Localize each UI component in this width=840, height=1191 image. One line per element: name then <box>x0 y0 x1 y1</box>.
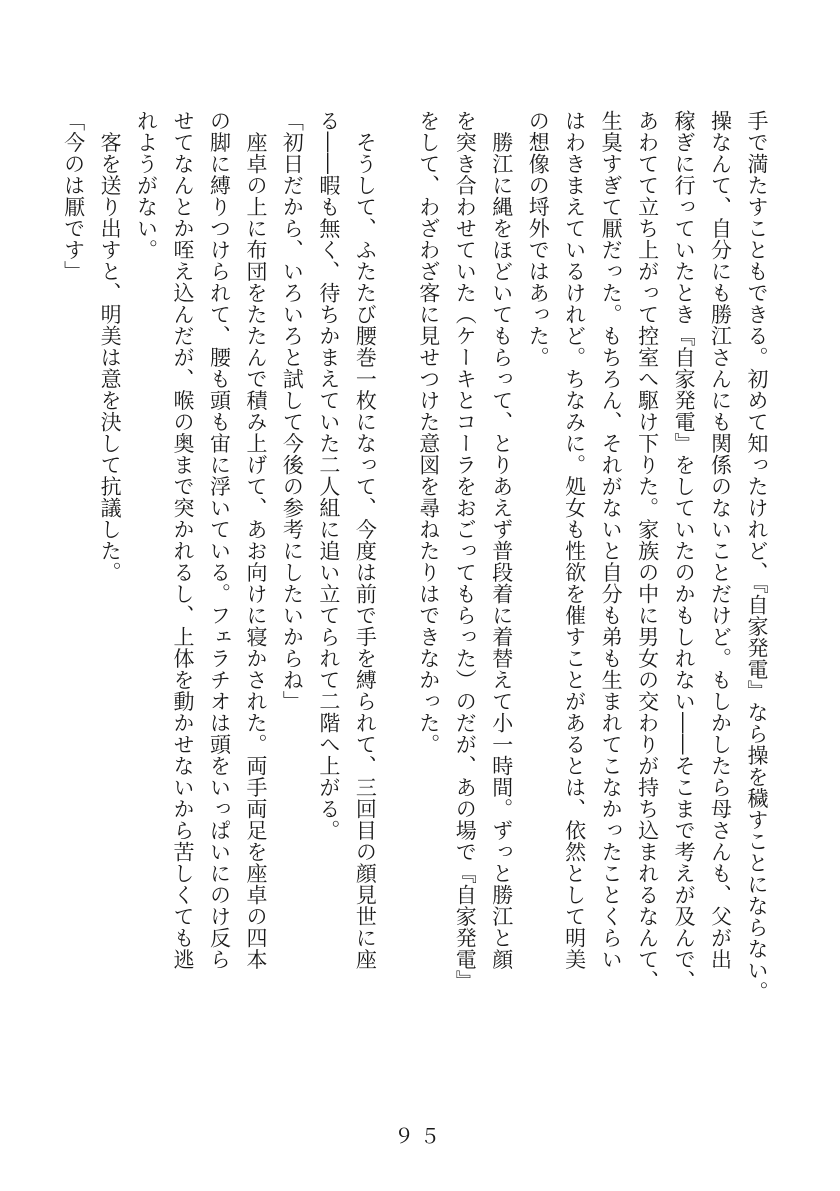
section-break <box>388 110 415 1010</box>
text-column: 勝江に縄をほどいてもらって、とりあえず普段着に着替えて小一時間。ずっと勝江と顔 <box>489 110 514 970</box>
text-column: 客を送り出すと、明美は意を決して抗議した。 <box>98 110 123 583</box>
text-column: そうして、ふたたび腰巻一枚になって、今度は前で手を縛られて、三回目の顔見世に座 <box>353 110 378 970</box>
page-number: ９５ <box>394 1124 446 1148</box>
text-column: 座卓の上に布団をたたんで積み上げて、あお向けに寝かされた。両手両足を座卓の四本 <box>243 110 268 970</box>
text-column: を突き合わせていた（ケーキとコーラをおごってもらった）のだが、あの場で『自家発電』 <box>453 110 478 992</box>
text-column: あわてて立ち上がって控室へ駆け下りた。家族の中に男女の交わりが持ち込まれるなんて、 <box>635 110 660 992</box>
vertical-text-body <box>60 110 780 1010</box>
text-column: せてなんとか咥え込んだが、喉の奥まで突かれるし、上体を動かせないから苦しくても逃 <box>171 110 196 970</box>
text-column: 生臭すぎて厭だった。もちろん、それがないと自分も弟も生まれてこなかったことくらい <box>599 110 624 970</box>
text-column: はわきまえているけれど。ちなみに。処女も性欲を催すことがあるとは、依然として明美 <box>562 110 587 970</box>
text-column: の想像の埒外ではあった。 <box>526 110 551 368</box>
text-column: の脚に縛りつけられて、腰も頭も宙に浮いている。フェラチオは頭をいっぱいにのけ反ら <box>207 110 232 970</box>
text-column: れようがない。 <box>134 110 159 261</box>
text-column: 「初日だから、いろいろと試して今後の参考にしたいからね」 <box>280 110 305 712</box>
text-column: をして、わざわざ客に見せつけた意図を尋ねたりはできなかった。 <box>416 110 441 755</box>
text-column: 手で満たすこともできる。初めて知ったけれど、『自家発電』なら操を穢すことにならない。 <box>745 110 769 1003</box>
text-column: る――暇も無く、待ちかまえていた二人組に追い立てられて二階へ上がる。 <box>316 110 341 841</box>
text-column: 稼ぎに行っていたとき『自家発電』をしていたのかもしれない――そこまで考えが及んで、 <box>672 110 697 992</box>
text-column: 「今のは厭です」 <box>61 110 86 282</box>
text-column: 操なんて、自分にも勝江さんにも関係のないことだけど。もしかしたら母さんも、父が出 <box>708 110 733 970</box>
